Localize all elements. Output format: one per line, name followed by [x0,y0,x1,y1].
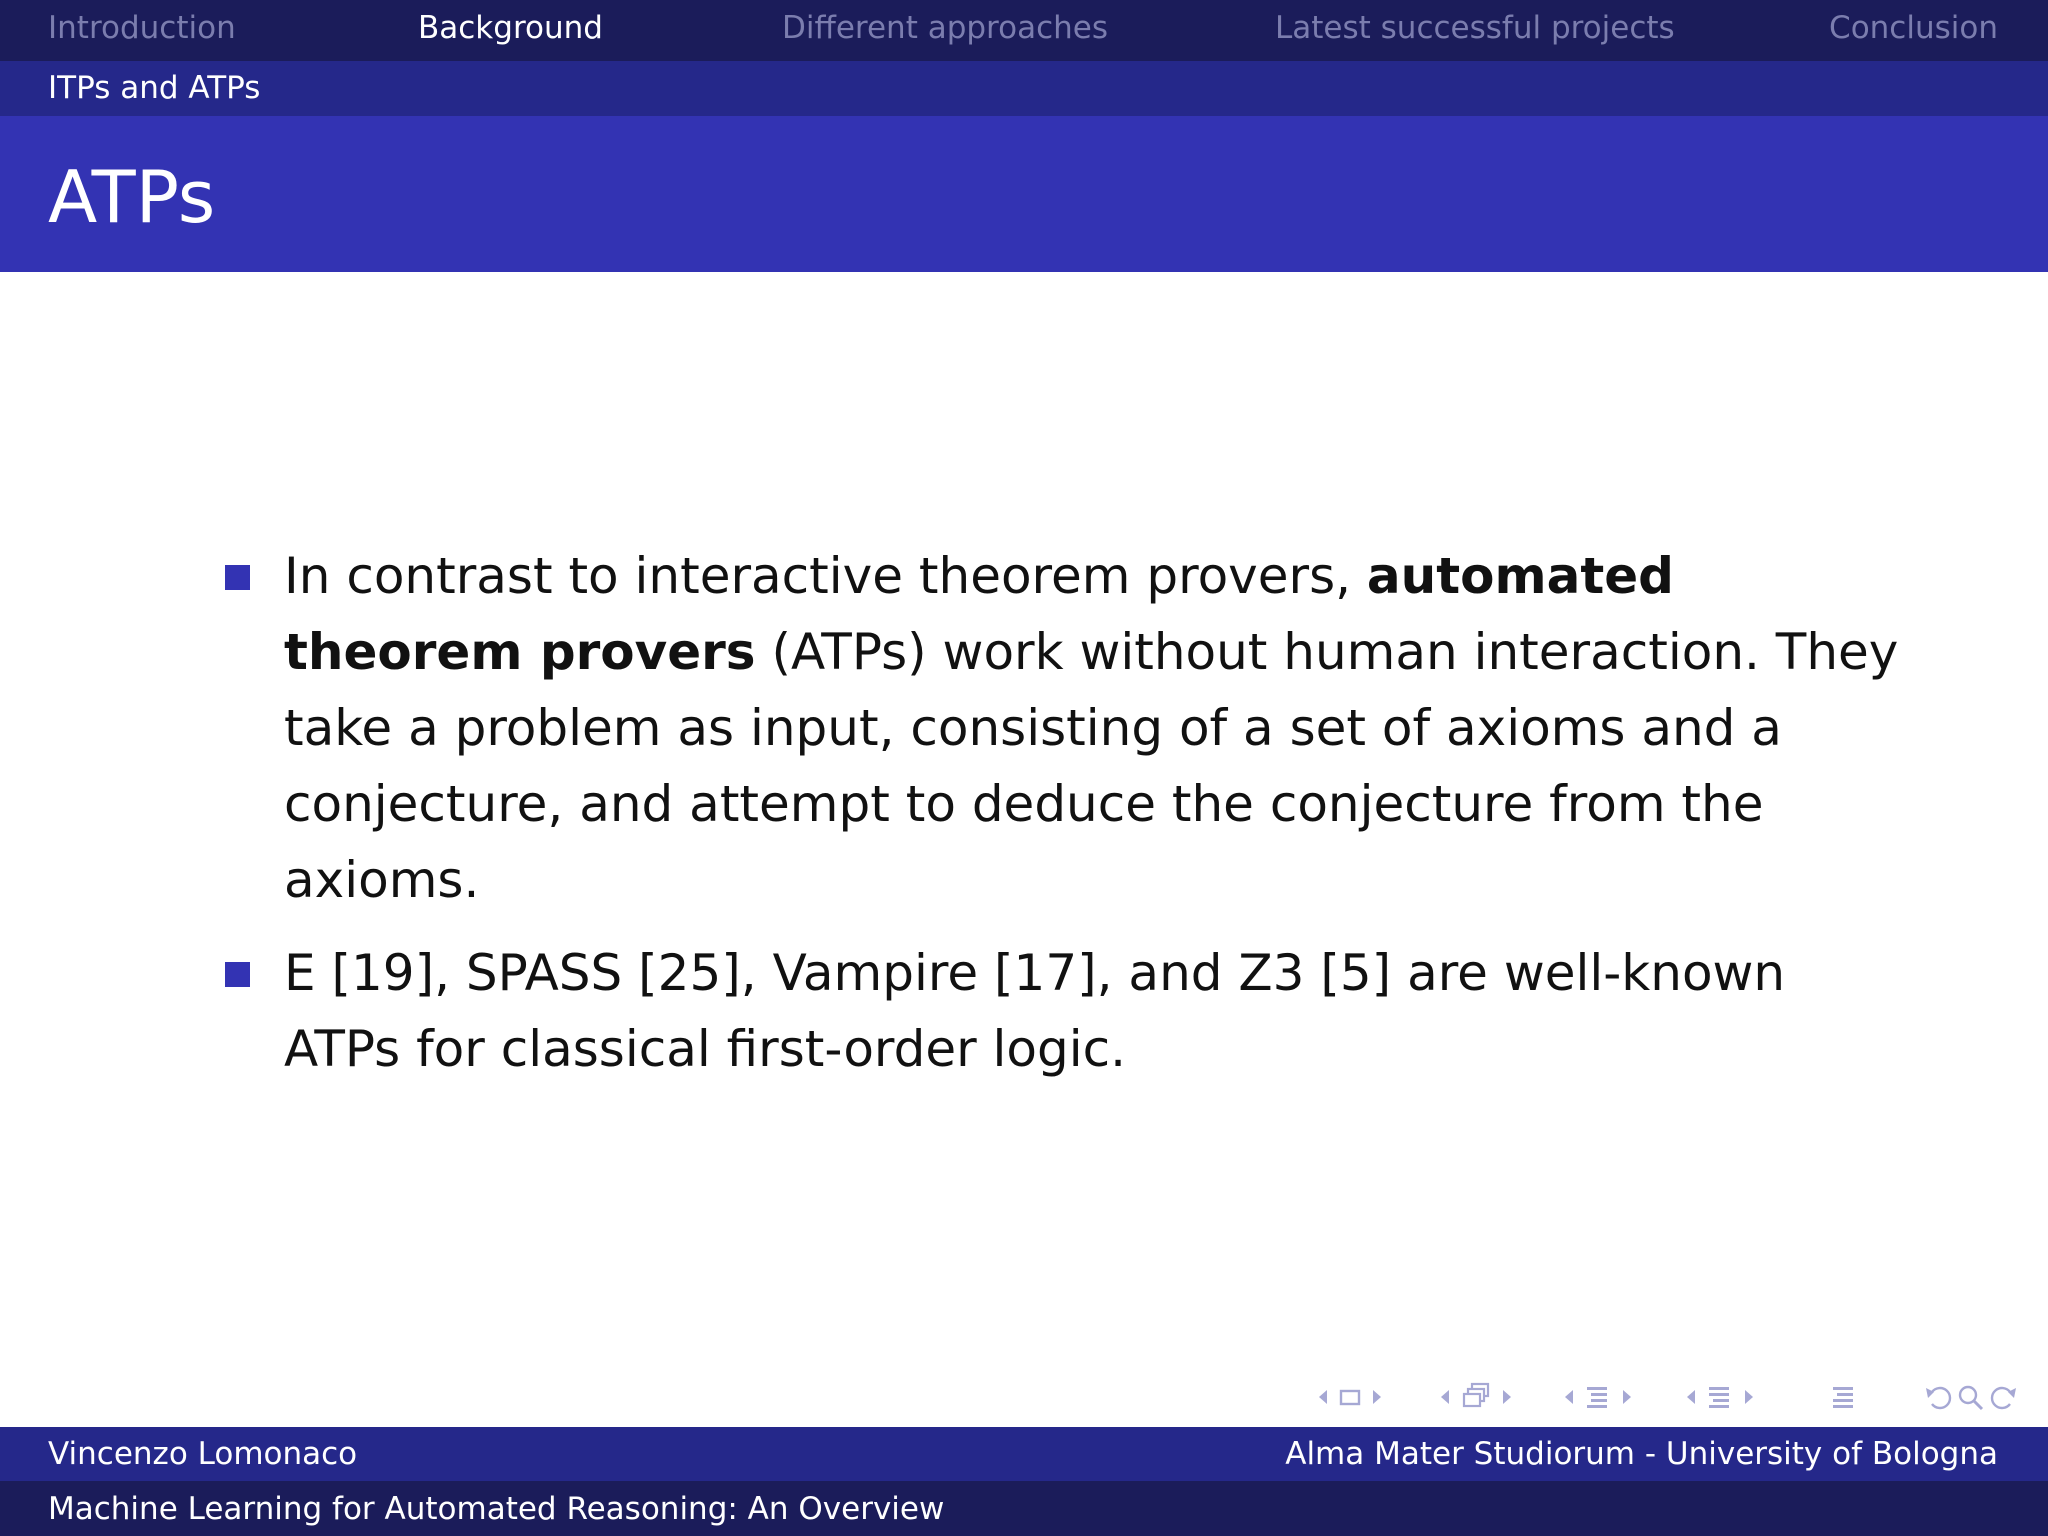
section-icon[interactable] [1706,1380,1732,1414]
bullet-square-icon [225,565,250,590]
nav-section-introduction[interactable]: Introduction [48,10,236,46]
slide-content [222,538,1902,1104]
nav-section-conclusion[interactable]: Conclusion [1829,10,1998,46]
frame-forward-arrow-icon[interactable] [1500,1380,1514,1414]
frame-back-arrow-icon[interactable] [1438,1380,1452,1414]
slide-forward-arrow-icon[interactable] [1370,1380,1384,1414]
footer-title-bar [0,1481,2048,1536]
document-icon[interactable] [1830,1380,1856,1414]
subsection-label[interactable]: ITPs and ATPs [48,70,261,106]
bullet-item [222,935,1902,1087]
nav-section-latest-successful-projects[interactable]: Latest successful projects [1275,10,1675,46]
bullet-text: In contrast to interactive theorem provers, automated theorem provers (ATPs) work without human interaction. They take a problem as input, consisting of a set of axioms and a conjecture, and attempt to deduce the conjecture from the axioms. [284,547,1899,909]
bullet-text: E [19], SPASS [25], Vampire [17], and Z3 [5] are well-known ATPs for classical first-order logic. [284,944,1786,1078]
subsection-icon[interactable] [1584,1380,1610,1414]
forward-icon[interactable] [1988,1380,2020,1414]
subsection-bar [0,61,2048,116]
back-icon[interactable] [1922,1380,1954,1414]
section-forward-arrow-icon[interactable] [1742,1380,1756,1414]
search-icon[interactable] [1956,1380,1986,1414]
subsection-forward-arrow-icon[interactable] [1620,1380,1634,1414]
section-back-arrow-icon[interactable] [1684,1380,1698,1414]
footer-author-bar [0,1427,2048,1481]
frame-icon[interactable] [1460,1380,1492,1414]
bullet-square-icon [225,962,250,987]
footer-presentation-title: Machine Learning for Automated Reasoning: An Overview [48,1491,945,1527]
slide-back-arrow-icon[interactable] [1316,1380,1330,1414]
frame-title-bar [0,116,2048,272]
bold-term: automated theorem provers [284,547,1674,681]
bullet-item [222,538,1902,918]
slide-icon[interactable] [1338,1380,1362,1414]
beamer-navigation-symbols [1312,1380,2032,1414]
section-navigation-bar [0,0,2048,61]
nav-section-background[interactable]: Background [418,10,603,46]
footer-institute: Alma Mater Studiorum - University of Bologna [1285,1436,1998,1472]
frame-title: ATPs [48,155,216,239]
nav-section-different-approaches[interactable]: Different approaches [782,10,1108,46]
subsection-back-arrow-icon[interactable] [1562,1380,1576,1414]
footer-author: Vincenzo Lomonaco [48,1436,358,1472]
